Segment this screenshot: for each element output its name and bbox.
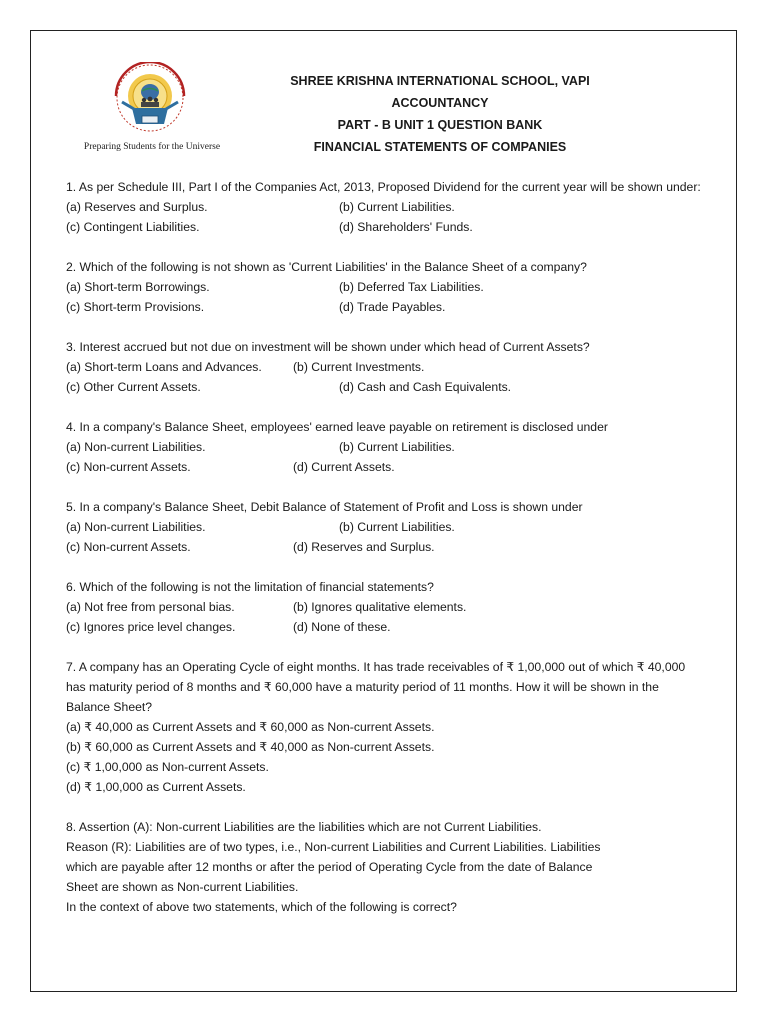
- option-b: (b) Current Investments.: [293, 360, 425, 374]
- option-b: (b) Deferred Tax Liabilities.: [339, 280, 484, 294]
- question-list: [66, 177, 706, 937]
- options-row: [66, 517, 706, 537]
- option-a: (a) Not free from personal bias.: [66, 600, 235, 614]
- option-a: (a) Non-current Liabilities.: [66, 440, 206, 454]
- question-text: 1. As per Schedule III, Part I of the Companies Act, 2013, Proposed Dividend for the current year will be shown under:: [66, 180, 701, 194]
- options-row: [66, 617, 706, 637]
- question-text: 6. Which of the following is not the limitation of financial statements?: [66, 580, 434, 594]
- option-a: (a) Short-term Loans and Advances.: [66, 360, 262, 374]
- question-3: [66, 337, 706, 397]
- question-prompt: In the context of above two statements, which of the following is correct?: [66, 900, 457, 914]
- options-row: [66, 537, 706, 557]
- question-6: [66, 577, 706, 637]
- question-7: [66, 657, 706, 797]
- question-4: [66, 417, 706, 477]
- option-b: (b) Current Liabilities.: [339, 440, 455, 454]
- document-header: [200, 70, 680, 158]
- option-c: (c) Ignores price level changes.: [66, 620, 236, 634]
- option-b: (b) Current Liabilities.: [339, 520, 455, 534]
- question-text: 7. A company has an Operating Cycle of eight months. It has trade receivables of ₹ 1,00,000 out of which ₹ 40,000 has maturity period of 8 months and ₹ 60,000 have a maturity period of 11 months. How it will be shown in the Balance Sheet?: [66, 660, 686, 714]
- option-d: (d) Shareholders' Funds.: [339, 220, 473, 234]
- question-text: 5. In a company's Balance Sheet, Debit Balance of Statement of Profit and Loss is shown under: [66, 500, 583, 514]
- option-a: (a) Reserves and Surplus.: [66, 200, 208, 214]
- reason-text-line-1: Reason (R): Liabilities are of two types, i.e., Non-current Liabilities and Current Liabilities. Liabilities: [66, 840, 601, 854]
- option-c: (c) Contingent Liabilities.: [66, 220, 200, 234]
- school-name: SHREE KRISHNA INTERNATIONAL SCHOOL, VAPI: [290, 74, 590, 88]
- options-row: [66, 197, 706, 217]
- subject-title: ACCOUNTANCY: [391, 96, 489, 110]
- option-d: (d) Current Assets.: [293, 460, 395, 474]
- option-d: (d) None of these.: [293, 620, 391, 634]
- option-b: (b) Current Liabilities.: [339, 200, 455, 214]
- options-row: [66, 277, 706, 297]
- option-c: (c) Non-current Assets.: [66, 460, 191, 474]
- logo-tagline: Preparing Students for the Universe: [83, 142, 221, 152]
- reason-text-line-2: which are payable after 12 months or after the period of Operating Cycle from the date of Balance: [66, 860, 593, 874]
- option-d: (d) Reserves and Surplus.: [293, 540, 435, 554]
- reason-text-line-3: Sheet are shown as Non-current Liabilities.: [66, 880, 299, 894]
- option-d: (d) Cash and Cash Equivalents.: [339, 380, 512, 394]
- school-emblem-icon: [102, 62, 198, 142]
- option-a: (a) Non-current Liabilities.: [66, 520, 206, 534]
- option-a: (a) ₹ 40,000 as Current Assets and ₹ 60,000 as Non-current Assets.: [66, 720, 435, 734]
- question-5: [66, 497, 706, 557]
- assertion-text: 8. Assertion (A): Non-current Liabilities are the liabilities which are not Current Liabilities.: [66, 820, 542, 834]
- option-c: (c) Other Current Assets.: [66, 380, 201, 394]
- option-d: (d) ₹ 1,00,000 as Current Assets.: [66, 780, 246, 794]
- question-text: 4. In a company's Balance Sheet, employees' earned leave payable on retirement is disclosed under: [66, 420, 608, 434]
- option-b: (b) ₹ 60,000 as Current Assets and ₹ 40,000 as Non-current Assets.: [66, 740, 435, 754]
- option-b: (b) Ignores qualitative elements.: [293, 600, 467, 614]
- question-text: 2. Which of the following is not shown as 'Current Liabilities' in the Balance Sheet of a company?: [66, 260, 587, 274]
- option-a: (a) Short-term Borrowings.: [66, 280, 210, 294]
- option-d: (d) Trade Payables.: [339, 300, 446, 314]
- options-row: [66, 437, 706, 457]
- options-row: [66, 377, 706, 397]
- options-row: [66, 357, 706, 377]
- options-row: [66, 217, 706, 237]
- question-text: 3. Interest accrued but not due on investment will be shown under which head of Current Assets?: [66, 340, 590, 354]
- question-1: [66, 177, 706, 237]
- option-c: (c) Non-current Assets.: [66, 540, 191, 554]
- options-row: [66, 457, 706, 477]
- unit-title: PART - B UNIT 1 QUESTION BANK: [337, 118, 543, 132]
- option-c: (c) ₹ 1,00,000 as Non-current Assets.: [66, 760, 269, 774]
- options-row: [66, 297, 706, 317]
- question-2: [66, 257, 706, 317]
- question-8: [66, 817, 706, 917]
- chapter-title: FINANCIAL STATEMENTS OF COMPANIES: [313, 140, 567, 154]
- option-c: (c) Short-term Provisions.: [66, 300, 205, 314]
- options-row: [66, 597, 706, 617]
